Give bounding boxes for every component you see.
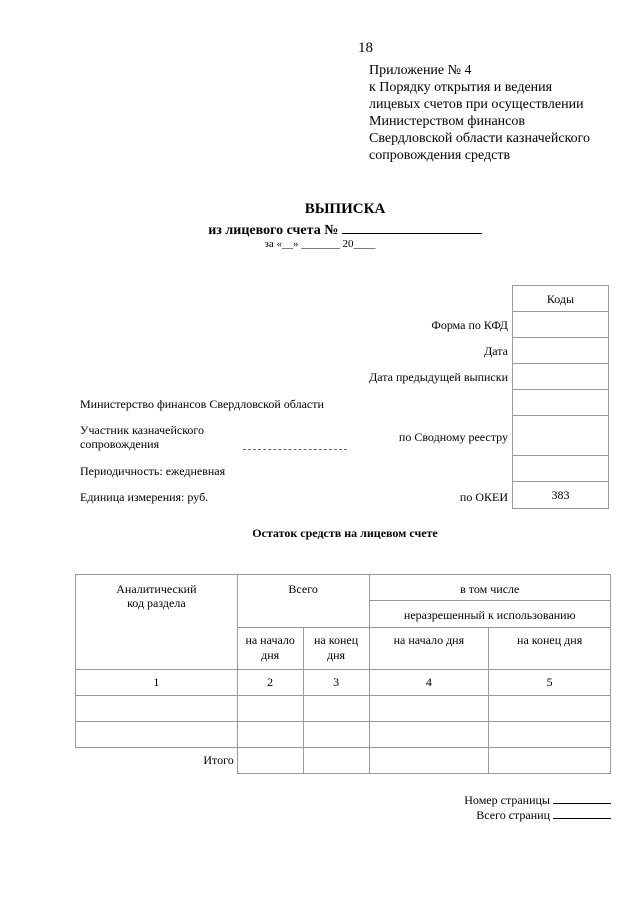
- table-row: [76, 722, 611, 748]
- appendix-line: Свердловской области казначейского: [369, 131, 591, 146]
- subtitle-text: из лицевого счета №: [208, 223, 339, 238]
- page-number: 18: [358, 40, 373, 56]
- appendix-line: Приложение № 4: [369, 63, 472, 78]
- code-okei: 383: [512, 482, 609, 509]
- codes-header: Коды: [512, 285, 609, 312]
- table-cell[interactable]: [76, 722, 238, 748]
- header-total-end: [303, 628, 369, 670]
- column-number: 2: [237, 670, 303, 696]
- total-row: [76, 748, 611, 774]
- account-number-field[interactable]: [342, 220, 482, 234]
- label-ministry: Министерство финансов Свердловской области: [80, 397, 324, 411]
- column-number: 5: [489, 670, 611, 696]
- header-unallowed: неразрешенный к использованию: [369, 601, 611, 628]
- header-analytic-code: [76, 575, 238, 670]
- column-number: 3: [303, 670, 369, 696]
- appendix-note: [369, 62, 629, 164]
- balance-table: [75, 574, 611, 774]
- header-line: дня: [261, 648, 280, 662]
- table-cell[interactable]: [237, 722, 303, 748]
- total-pages-field: [311, 807, 611, 823]
- table-cell[interactable]: [303, 696, 369, 722]
- document-subtitle: [0, 220, 640, 239]
- total-cell[interactable]: [489, 748, 611, 774]
- header-unallowed-start: на начало дня: [369, 628, 489, 670]
- label-periodicity: Периодичность: ежедневная: [80, 464, 226, 478]
- table-cell[interactable]: [369, 722, 489, 748]
- table-cell[interactable]: [369, 696, 489, 722]
- total-pages-input[interactable]: [553, 807, 611, 819]
- code-prev-date[interactable]: [512, 364, 609, 390]
- code-svod[interactable]: [512, 416, 609, 456]
- appendix-line: Министерством финансов: [369, 114, 525, 129]
- label-svod: по Сводному реестру: [398, 430, 508, 444]
- total-cell[interactable]: [303, 748, 369, 774]
- label-unit: Единица измерения: руб.: [80, 490, 209, 504]
- code-date[interactable]: [512, 338, 609, 364]
- codes-column: [512, 285, 610, 509]
- table-cell[interactable]: [76, 696, 238, 722]
- column-number: 4: [369, 670, 489, 696]
- participant-field[interactable]: [243, 449, 347, 450]
- label-prev-date: Дата предыдущей выписки: [369, 370, 508, 384]
- page-number-input[interactable]: [553, 792, 611, 804]
- header-line: на конец: [313, 633, 359, 647]
- header-line: Аналитический: [116, 582, 197, 596]
- header-total: Всего: [237, 575, 369, 628]
- code-periodicity[interactable]: [512, 456, 609, 482]
- table-cell[interactable]: [489, 722, 611, 748]
- column-number: 1: [76, 670, 238, 696]
- total-label: Итого: [203, 753, 234, 768]
- page-number-label: Номер страницы: [464, 793, 550, 807]
- code-ministry[interactable]: [512, 390, 609, 416]
- document-title: ВЫПИСКА: [304, 201, 386, 217]
- total-pages-label: Всего страниц: [476, 808, 550, 822]
- participant-line: сопровождения: [80, 437, 160, 451]
- header-unallowed-end: на конец дня: [489, 628, 611, 670]
- table-cell[interactable]: [237, 696, 303, 722]
- header-including: в том числе: [369, 575, 611, 601]
- label-form-kfd: Форма по КФД: [431, 318, 508, 332]
- label-participant: [80, 423, 204, 451]
- table-row: [76, 696, 611, 722]
- header-line: дня: [327, 648, 346, 662]
- page-number-field: [311, 792, 611, 808]
- column-numbers-row: [76, 670, 611, 696]
- label-okei: по ОКЕИ: [459, 490, 508, 504]
- appendix-line: сопровождения средств: [369, 148, 511, 163]
- appendix-line: к Порядку открытия и ведения: [369, 80, 553, 95]
- header-line: на начало: [245, 633, 295, 647]
- header-total-start: [237, 628, 303, 670]
- section-title: Остаток средств на лицевом счете: [252, 526, 438, 540]
- participant-line: Участник казначейского: [80, 423, 205, 437]
- appendix-line: лицевых счетов при осуществлении: [369, 97, 584, 112]
- table-cell[interactable]: [303, 722, 369, 748]
- statement-period: за «__» _______ 20____: [264, 238, 376, 250]
- total-cell[interactable]: [237, 748, 303, 774]
- code-form-kfd[interactable]: [512, 312, 609, 338]
- total-cell[interactable]: [369, 748, 489, 774]
- header-line: код раздела: [127, 596, 186, 610]
- table-cell[interactable]: [489, 696, 611, 722]
- label-date: Дата: [484, 344, 508, 358]
